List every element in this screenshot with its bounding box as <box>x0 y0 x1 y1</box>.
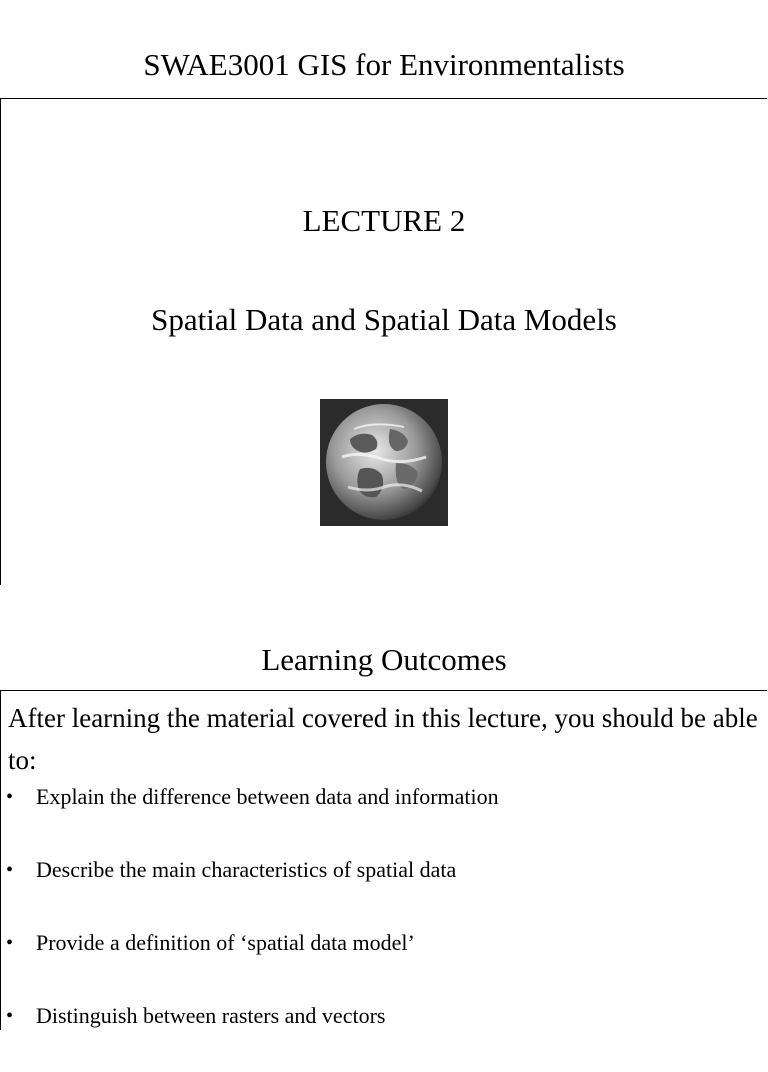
outcome-text: Describe the main characteristics of spatial data <box>36 857 457 882</box>
learning-outcomes-title: Learning Outcomes <box>261 642 507 677</box>
earth-globe-image <box>320 399 448 526</box>
outcome-text: Explain the difference between data and information <box>36 784 499 809</box>
lecture-subtitle: Spatial Data and Spatial Data Models <box>151 302 617 337</box>
outcomes-list <box>0 780 768 1072</box>
lecture-number: LECTURE 2 <box>302 203 466 238</box>
bullet-marker: • <box>6 859 14 881</box>
list-item <box>0 926 768 999</box>
bullet-marker: • <box>6 932 14 954</box>
intro-text: After learning the material covered in this lecture, you should be able to: <box>8 703 758 775</box>
bullet-marker: • <box>6 1005 14 1027</box>
globe-icon <box>320 399 448 526</box>
list-item <box>0 853 768 926</box>
list-item <box>0 999 768 1072</box>
list-item <box>0 780 768 853</box>
outcome-text: Distinguish between rasters and vectors <box>36 1003 386 1028</box>
outcome-text: Provide a definition of ‘spatial data model’ <box>36 930 415 955</box>
slide-header-title: SWAE3001 GIS for Environmentalists <box>143 47 625 82</box>
bullet-marker: • <box>6 786 14 808</box>
